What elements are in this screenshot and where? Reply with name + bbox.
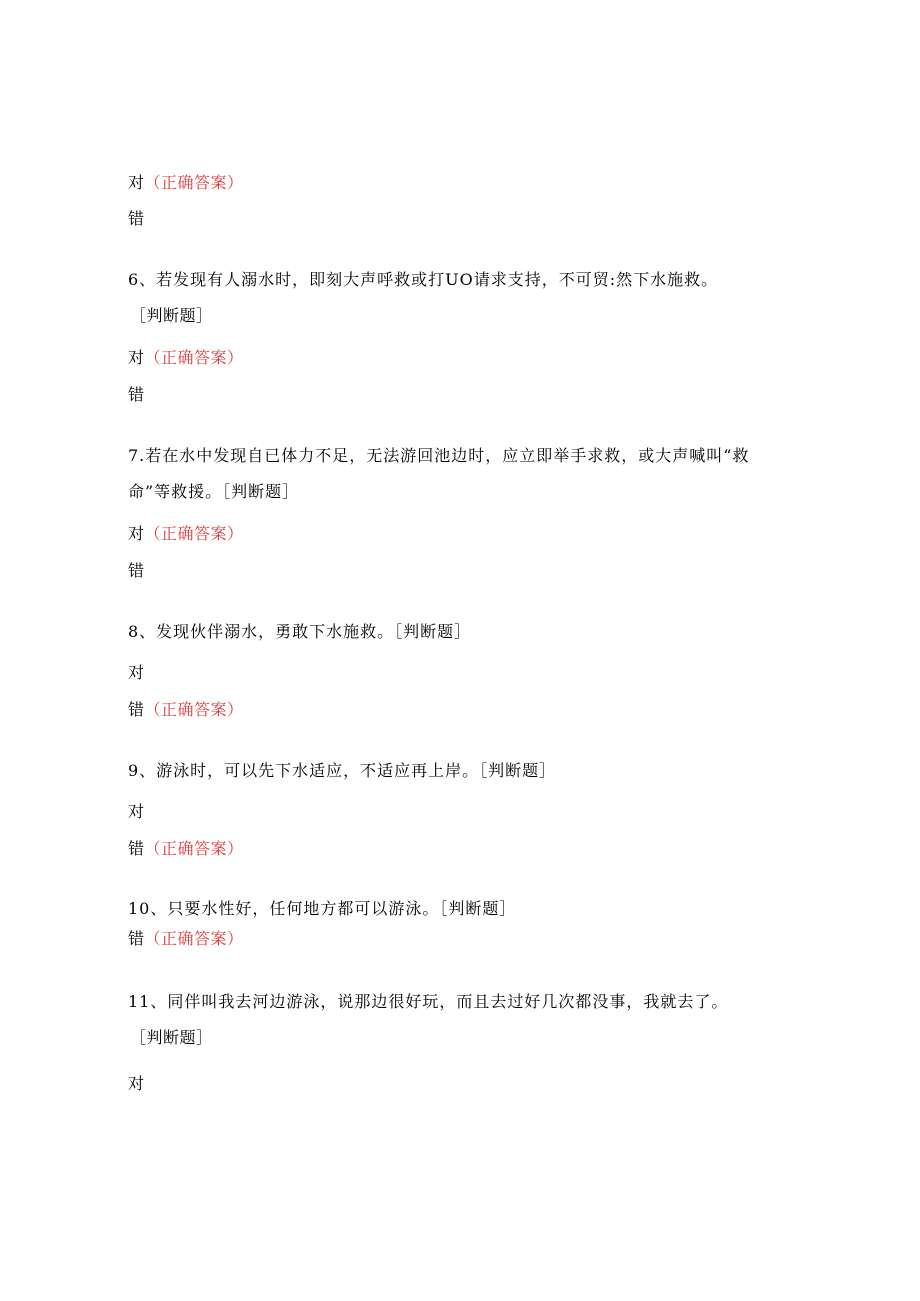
q10-text: 10、只要水性好，任何地方都可以游泳。［判断题］ bbox=[128, 899, 517, 918]
correct-answer-marker: （正确答案） bbox=[144, 929, 244, 948]
correct-answer-marker: （正确答案） bbox=[144, 524, 244, 543]
option-label: 对 bbox=[128, 1074, 145, 1093]
q8-option-false bbox=[128, 699, 244, 721]
q8-text: 8、发现伙伴溺水，勇敢下水施救。［判断题］ bbox=[128, 622, 472, 641]
q6-type-tag: ［判断题］ bbox=[130, 306, 213, 325]
correct-answer-marker: （正确答案） bbox=[144, 173, 244, 192]
q8-option-true bbox=[128, 662, 145, 684]
option-label: 对 bbox=[128, 173, 145, 192]
option-label: 对 bbox=[128, 524, 145, 543]
option-label: 错 bbox=[128, 561, 145, 580]
option-label: 对 bbox=[128, 663, 145, 682]
q5-option-true bbox=[128, 172, 244, 194]
q11-option-true bbox=[128, 1073, 145, 1095]
correct-answer-marker: （正确答案） bbox=[144, 700, 244, 719]
q7-option-true bbox=[128, 523, 244, 545]
option-label: 对 bbox=[128, 348, 145, 367]
option-label: 错 bbox=[128, 929, 145, 948]
q9-option-true bbox=[128, 801, 145, 823]
q6-option-false bbox=[128, 384, 145, 406]
q9-text: 9、游泳时，可以先下水适应，不适应再上岸。［判断题］ bbox=[128, 761, 557, 780]
q7-text-line-1: 7.若在水中发现自已体力不足，无法游回池边时，应立即举手求救，或大声喊叫“救 bbox=[128, 446, 750, 465]
option-label: 错 bbox=[128, 385, 145, 404]
option-label: 错 bbox=[128, 209, 145, 228]
q9-option-false bbox=[128, 838, 244, 860]
q6-option-true bbox=[128, 347, 244, 369]
correct-answer-marker: （正确答案） bbox=[144, 839, 244, 858]
q7-option-false bbox=[128, 560, 145, 582]
q6-text: 6、若发现有人溺水时，即刻大声呼救或打UO请求支持，不可贸:然下水施救。 bbox=[128, 270, 719, 289]
option-label: 对 bbox=[128, 802, 145, 821]
option-label: 错 bbox=[128, 700, 145, 719]
q10-option-false bbox=[128, 928, 244, 950]
q7-text-line-2: 命”等救援。［判断题］ bbox=[128, 482, 300, 501]
option-label: 错 bbox=[128, 839, 145, 858]
q5-option-false bbox=[128, 208, 145, 230]
q11-type-tag: ［判断题］ bbox=[130, 1028, 213, 1047]
q11-text: 11、同伴叫我去河边游泳，说那边很好玩，而且去过好几次都没事，我就去了。 bbox=[128, 992, 729, 1011]
correct-answer-marker: （正确答案） bbox=[144, 348, 244, 367]
